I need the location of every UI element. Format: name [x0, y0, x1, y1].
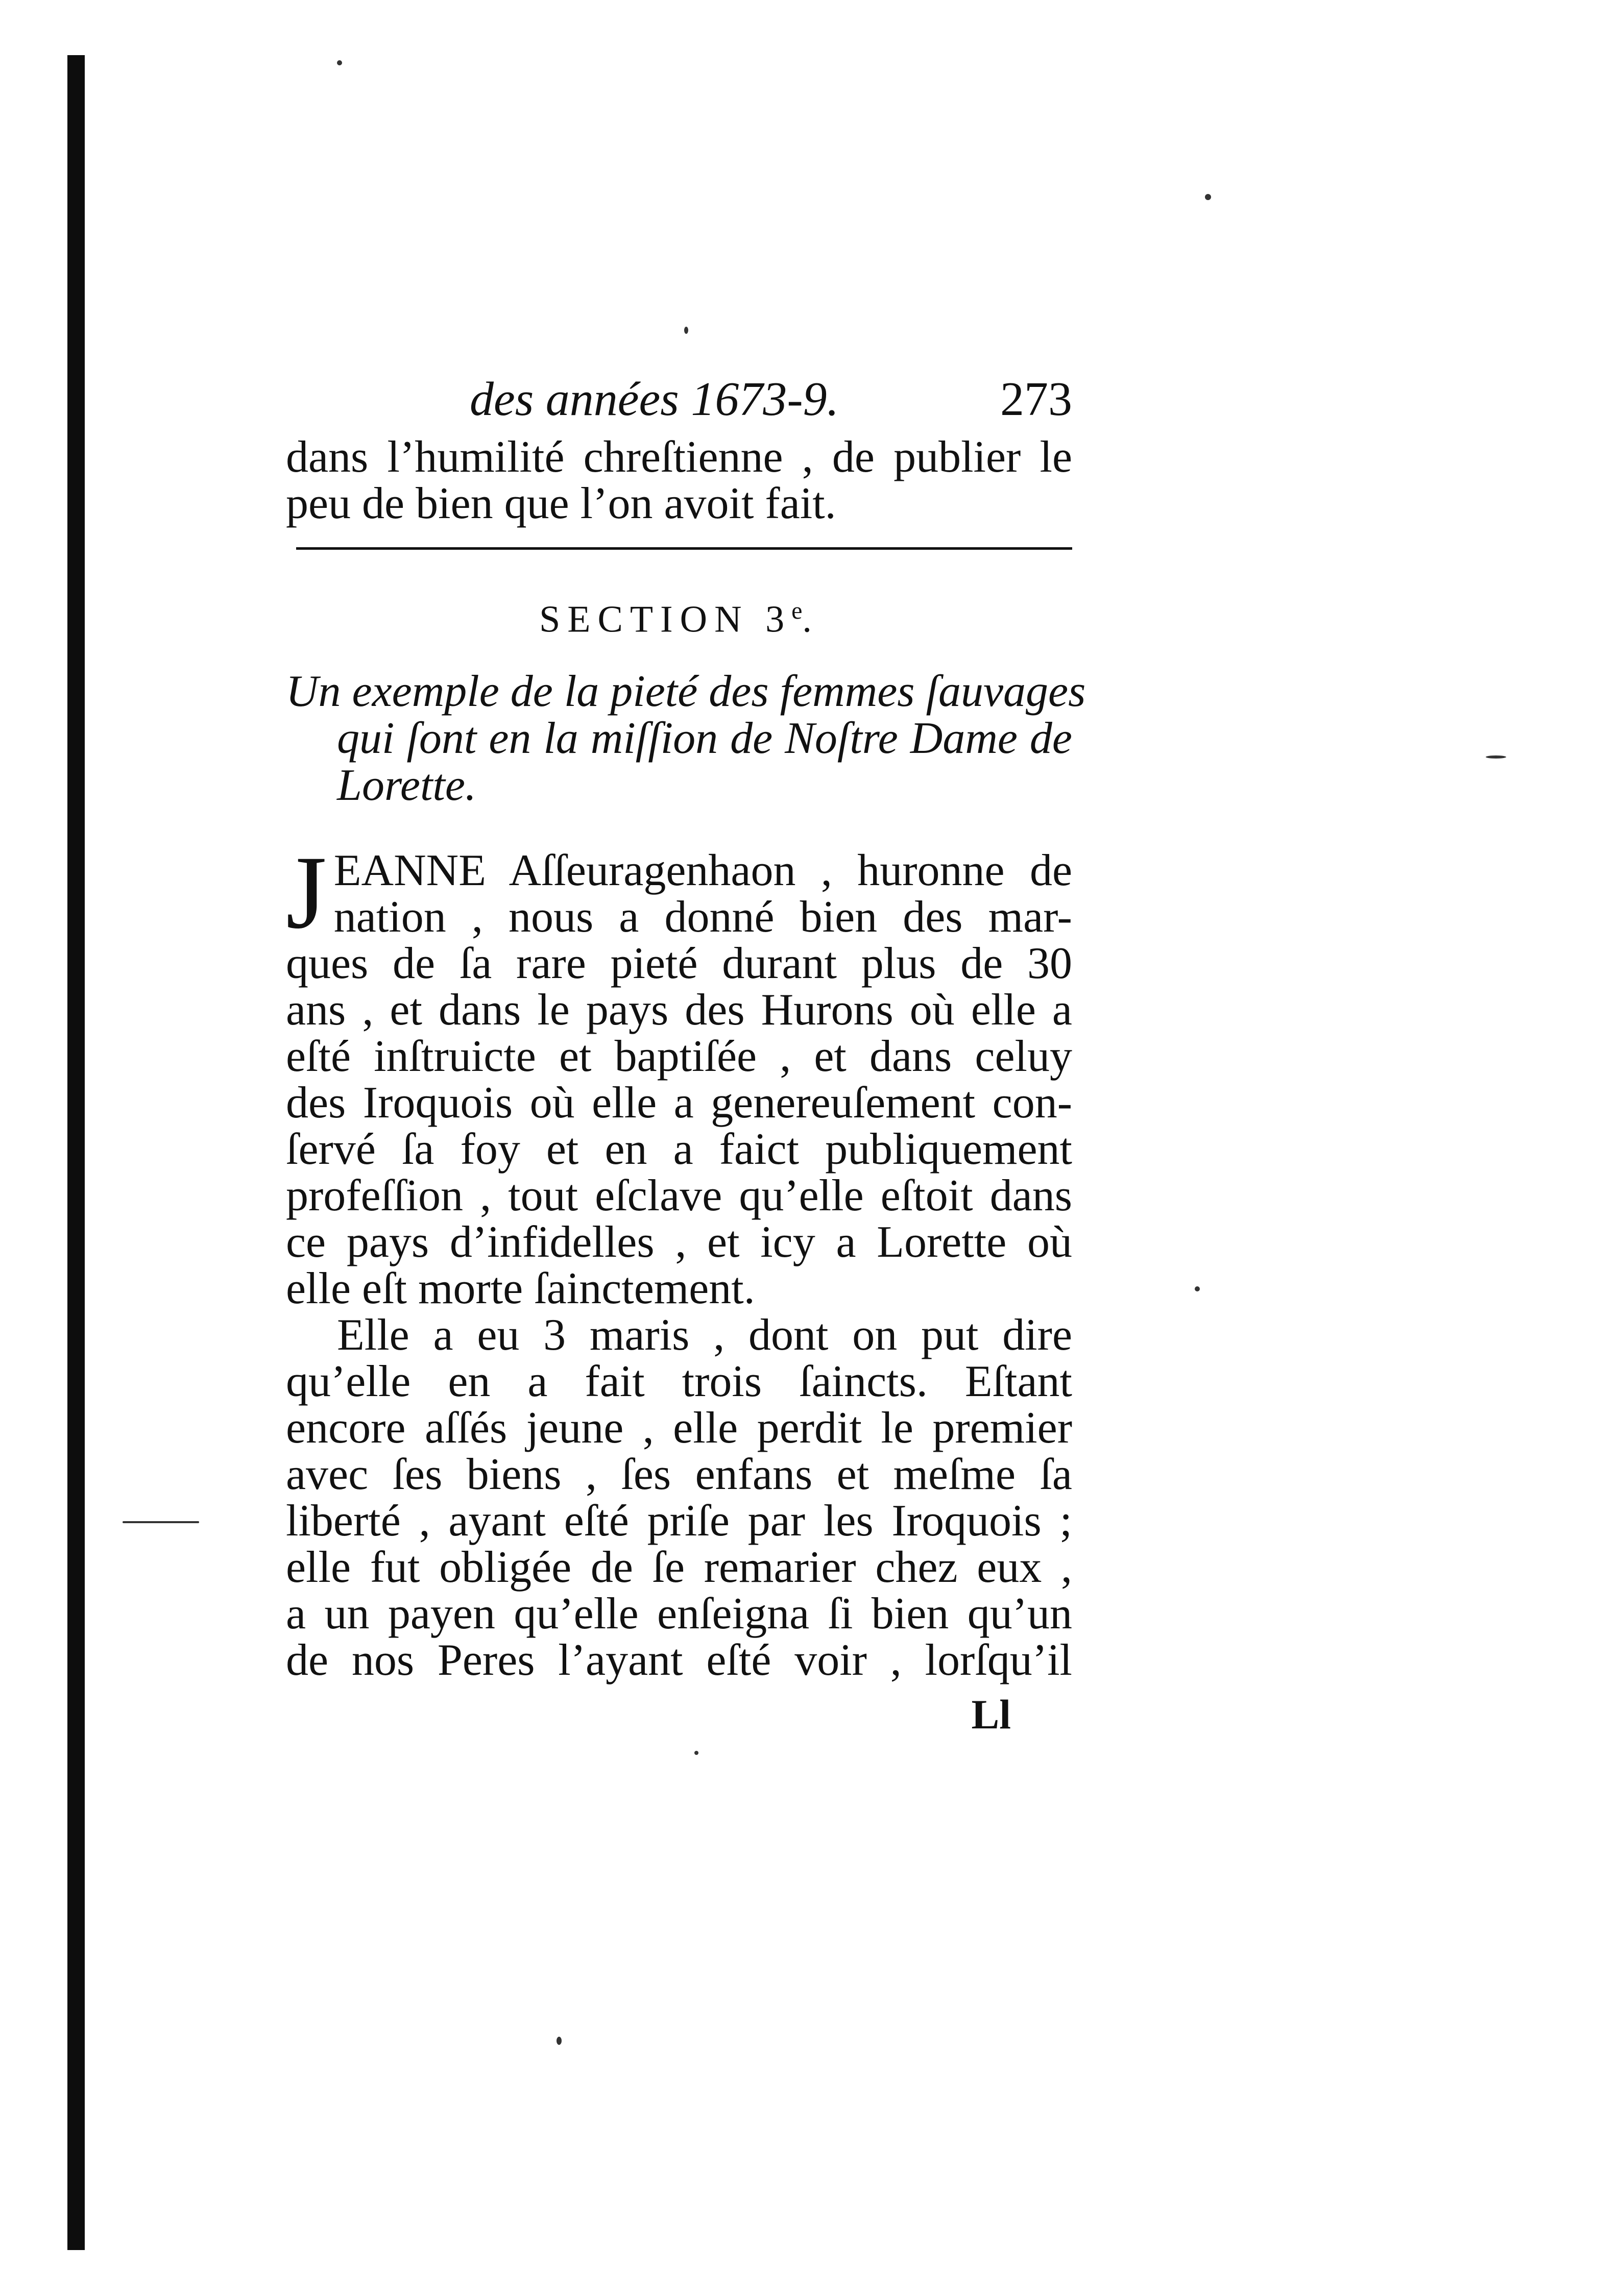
text-line: encore aſſés jeune , elle perdit le premier [286, 1403, 1072, 1453]
paragraph-jeanne [286, 834, 1072, 1313]
section-subtitle [286, 666, 1086, 810]
print-speck [1205, 194, 1211, 200]
section-heading-word: ECTION [567, 598, 749, 641]
text-line: elle eſt morte ſainctement. [286, 1263, 755, 1313]
running-title: des années 1673-9. [470, 373, 839, 426]
section-number: 3 [765, 598, 792, 641]
print-speck [337, 60, 342, 65]
continuation-text [286, 434, 1072, 527]
subtitle-line: Lorette. [337, 760, 476, 810]
text-line: EANNE Aſſeuragenhaon , huronne de [333, 845, 1072, 895]
catchword: Ll [971, 1691, 1011, 1738]
text-line: peu de bien que l’on avoit fait. [286, 479, 836, 528]
page-binding-edge [67, 55, 85, 2250]
paragraph-three-husbands [286, 1312, 1072, 1683]
print-speck [1195, 1286, 1200, 1291]
subtitle-line: qui ſont en la miſſion de Noſtre Dame de [337, 713, 1072, 763]
text-line: des Iroquois où elle a genereuſement con- [286, 1078, 1072, 1128]
section-heading-initial: S [539, 598, 568, 641]
text-line: a un payen qu’elle enſeigna ſi bien qu’un [286, 1589, 1072, 1639]
print-speck [123, 1521, 199, 1523]
text-line: ques de ſa rare pieté durant plus de 30 [286, 938, 1072, 988]
section-heading [286, 585, 1072, 645]
print-speck [557, 2037, 562, 2045]
print-speck [684, 327, 688, 334]
text-line: dans l’humilité chreſtienne , de publier le [286, 432, 1072, 482]
page-number: 273 [1000, 373, 1072, 426]
text-line: profeſſion , tout eſclave qu’elle eſtoit dans [286, 1170, 1072, 1220]
text-line: ans , et dans le pays des Hurons où elle a [286, 985, 1072, 1035]
drop-cap: J [286, 834, 327, 950]
section-divider-rule [296, 547, 1072, 550]
text-line: ſervé ſa foy et en a faict publiquement [286, 1124, 1072, 1174]
print-speck [694, 1751, 698, 1755]
subtitle-line: Un exemple de la pieté des femmes ſauvages [286, 666, 1086, 716]
print-speck [1486, 755, 1506, 759]
catchword-row [286, 1683, 1072, 1740]
text-line: ce pays d’infidelles , et icy a Lorette où [286, 1217, 1072, 1267]
text-line: elle fut obligée de ſe remarier chez eux , [286, 1542, 1072, 1592]
text-line: nation , nous a donné bien des mar- [333, 892, 1072, 942]
text-line: liberté , ayant eſté priſe par les Iroquois ; [286, 1496, 1072, 1546]
text-line: avec ſes biens , ſes enfans et meſme ſa [286, 1449, 1072, 1499]
page-text-block [286, 365, 1086, 1740]
text-line: eſté inſtruicte et baptiſée , et dans celuy [286, 1031, 1072, 1081]
section-heading-period: . [802, 598, 819, 641]
text-line: de nos Peres l’ayant eſté voir , lorſqu’il [286, 1635, 1072, 1685]
running-head [286, 365, 1072, 434]
text-line: Elle a eu 3 maris , dont on put dire [337, 1310, 1072, 1360]
text-line: qu’elle en a fait trois ſaincts. Eſtant [286, 1356, 1072, 1406]
section-number-suffix: e [791, 597, 803, 624]
